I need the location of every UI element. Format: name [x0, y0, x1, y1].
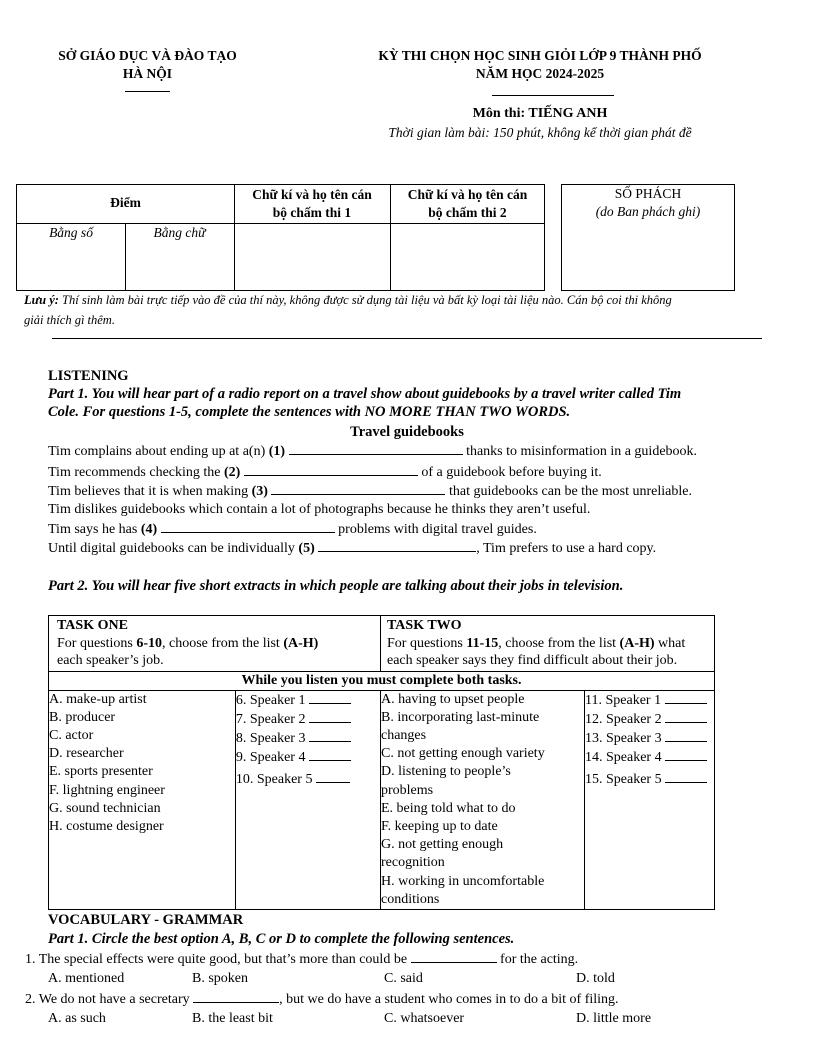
- city-name: HÀ NỘI: [122, 66, 173, 81]
- while-listen-note: While you listen you must complete both tasks.: [49, 671, 715, 690]
- answer-blank-13[interactable]: [665, 729, 707, 742]
- task-one-cell: TASK ONE For questions 6-10, choose from the list (A-H) each speaker’s job.: [49, 616, 381, 672]
- answer-blank-11[interactable]: [665, 691, 707, 704]
- sentence-5: Until digital guidebooks can be individually (5) , Tim prefers to use a hard copy.: [48, 541, 657, 556]
- answer-blank-2[interactable]: [244, 463, 418, 476]
- score-in-words-label: Bằng chữ: [153, 225, 206, 240]
- answer-blank-1[interactable]: [289, 442, 463, 455]
- q1-option-a[interactable]: A. mentioned: [48, 971, 125, 986]
- difficulty-option: conditions: [381, 891, 440, 907]
- part1-instruction-2: Cole. For questions 1-5, complete the sentences with NO MORE THAN TWO WORDS.: [48, 404, 571, 420]
- examiner2-label-1: Chữ kí và họ tên cán: [407, 187, 528, 202]
- sentence-3: Tim believes that it is when making (3) that guidebooks can be the most unreliable.: [48, 484, 692, 499]
- part1-title: Travel guidebooks: [350, 424, 464, 440]
- difficulty-option: C. not getting enough variety: [381, 746, 545, 762]
- examiner2-label-2: bộ chấm thi 2: [428, 205, 507, 220]
- task-two-cell: TASK TWO For questions 11-15, choose from the list (A-H) what each speaker says they find difficult about their job.: [381, 616, 715, 672]
- school-year: NĂM HỌC 2024-2025: [475, 66, 605, 81]
- sentence-4: Tim says he has (4) problems with digital travel guides.: [48, 522, 537, 537]
- so-phach-note: (do Ban phách ghi): [595, 204, 701, 219]
- q1-option-b[interactable]: B. spoken: [192, 971, 248, 986]
- answer-blank-7[interactable]: [309, 710, 351, 723]
- difficulties-list: [381, 690, 585, 909]
- q2-option-c[interactable]: C. whatsoever: [384, 1011, 465, 1026]
- vocab-heading: VOCABULARY - GRAMMAR: [48, 912, 244, 928]
- answer-blank-15[interactable]: [665, 770, 707, 783]
- sentence-1: Tim complains about ending up at a(n) (1) thanks to misinformation in a guidebook.: [48, 444, 698, 459]
- job-option: C. actor: [49, 727, 94, 743]
- difficulty-option: H. working in uncomfortable: [381, 873, 545, 889]
- exam-title: KỲ THI CHỌN HỌC SINH GIỎI LỚP 9 THÀNH PHỐ: [378, 48, 702, 63]
- note-divider: [52, 338, 762, 339]
- so-phach-box: [561, 184, 735, 291]
- answer-blank-8[interactable]: [309, 729, 351, 742]
- q1-option-d[interactable]: D. told: [576, 971, 615, 986]
- question-1: 1. The special effects were quite good, but that’s more than could be for the acting.: [25, 952, 579, 967]
- answer-blank-14[interactable]: [665, 748, 707, 761]
- job-option: E. sports presenter: [49, 764, 153, 780]
- note-label: Lưu ý:: [24, 293, 59, 307]
- subject-line: Môn thi: TIẾNG ANH: [472, 106, 608, 121]
- tasks-table: [48, 615, 715, 910]
- difficulty-option: G. not getting enough: [381, 837, 504, 853]
- vocab-part1-instruction: Part 1. Circle the best option A, B, C or D to complete the following sentences.: [48, 931, 515, 947]
- answer-blank-q2[interactable]: [193, 990, 279, 1003]
- difficulty-option: E. being told what to do: [381, 800, 516, 816]
- header-right-divider: [492, 95, 614, 96]
- note-line-1: Lưu ý: Thí sinh làm bài trực tiếp vào đề của thí này, không được sử dụng tài liệu và bất kỳ loại tài liệu nào. Cán bộ coi thi không: [24, 293, 672, 307]
- answer-blank-4[interactable]: [161, 520, 335, 533]
- examiner1-label-2: bộ chấm thi 1: [272, 205, 352, 220]
- sentence-2: Tim recommends checking the (2) of a guidebook before buying it.: [48, 465, 602, 480]
- question-2: 2. We do not have a secretary , but we do have a student who comes in to do a bit of filing.: [25, 992, 619, 1007]
- header-left-divider: [125, 91, 170, 92]
- answer-blank-12[interactable]: [665, 710, 707, 723]
- difficulty-option: changes: [381, 727, 427, 743]
- job-option: G. sound technician: [49, 800, 161, 816]
- answer-blank-10[interactable]: [316, 770, 350, 783]
- q2-option-a[interactable]: A. as such: [48, 1011, 106, 1026]
- q1-option-c[interactable]: C. said: [384, 971, 423, 986]
- note-line-2: giải thích gì thêm.: [24, 313, 115, 327]
- difficulty-option: B. incorporating last-minute: [381, 709, 540, 725]
- part2-instruction: Part 2. You will hear five short extracts in which people are talking about their jobs in television.: [48, 578, 624, 594]
- q2-option-d[interactable]: D. little more: [576, 1011, 652, 1026]
- answer-blank-5[interactable]: [318, 539, 476, 552]
- task-one-answers: 6. Speaker 1 7. Speaker 2 8. Speaker 3 9. Speaker 4 10. Speaker 5: [235, 690, 380, 909]
- score-in-numbers-label: Bằng số: [49, 225, 93, 240]
- task-two-answers: 11. Speaker 1 12. Speaker 2 13. Speaker 3 14. Speaker 4 15. Speaker 5: [585, 690, 715, 909]
- job-option: A. make-up artist: [49, 691, 147, 707]
- jobs-list: [49, 690, 236, 909]
- answer-blank-3[interactable]: [271, 482, 445, 495]
- difficulty-option: D. listening to people’s: [381, 764, 511, 780]
- score-table: [16, 184, 545, 291]
- task-one-title: TASK ONE: [57, 618, 128, 633]
- difficulty-option: problems: [381, 782, 434, 798]
- score-label: Điểm: [110, 195, 141, 210]
- job-option: H. costume designer: [49, 818, 164, 834]
- time-line: Thời gian làm bài: 150 phút, không kể thời gian phát đề: [388, 125, 692, 140]
- difficulty-option: recognition: [381, 855, 445, 871]
- sentence-plain: Tim dislikes guidebooks which contain a lot of photographs because he thinks they aren’t useful.: [48, 502, 591, 517]
- examiner1-label-1: Chữ kí và họ tên cán: [252, 187, 372, 202]
- department-name: SỞ GIÁO DỤC VÀ ĐÀO TẠO: [58, 48, 237, 63]
- task-two-title: TASK TWO: [387, 618, 462, 633]
- job-option: D. researcher: [49, 746, 124, 762]
- answer-blank-9[interactable]: [309, 748, 351, 761]
- so-phach-label: SỐ PHÁCH: [614, 186, 682, 201]
- job-option: B. producer: [49, 709, 116, 725]
- difficulty-option: F. keeping up to date: [381, 818, 498, 834]
- job-option: F. lightning engineer: [49, 782, 165, 798]
- part1-instruction-1: Part 1. You will hear part of a radio report on a travel show about guidebooks by a travel writer called Tim: [48, 386, 682, 402]
- listening-heading: LISTENING: [48, 368, 129, 384]
- q2-option-b[interactable]: B. the least bit: [192, 1011, 273, 1026]
- answer-blank-q1[interactable]: [411, 950, 497, 963]
- difficulty-option: A. having to upset people: [381, 691, 525, 707]
- answer-blank-6[interactable]: [309, 691, 351, 704]
